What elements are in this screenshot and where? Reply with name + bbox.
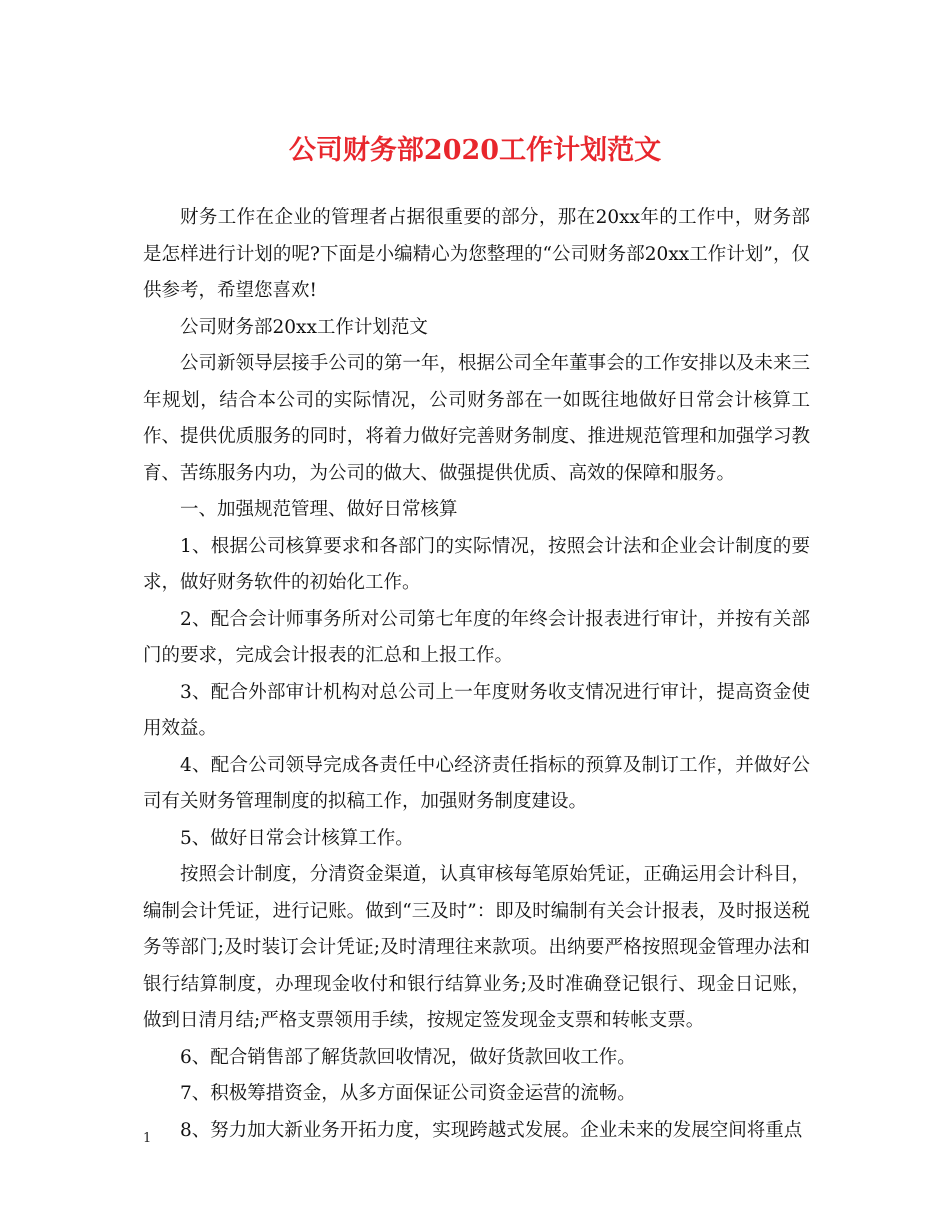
list-item-4: 4、配合公司领导完成各责任中心经济责任指标的预算及制订工作，并做好公司有关财务管理制度的拟稿工作，加强财务制度建设。 xyxy=(143,754,810,812)
paragraph-subtitle: 公司财务部20xx工作计划范文 xyxy=(180,316,428,338)
document-title: 公司财务部2020工作计划范文 xyxy=(288,135,662,166)
page-number: 1 xyxy=(143,1131,152,1146)
paragraph-accounting-details: 按照会计制度，分清资金渠道，认真审核每笔原始凭证，正确运用会计科目，编制会计凭证，进行记账。做到“三及时”：即及时编制有关会计报表，及时报送税务等部门;及时装订会计凭证;及时清理往来款项。出纳要严格按照现金管理办法和银行结算制度，办理现金收付和银行结算业务;及时准确登记银行、现金日记账，做到日清月结;严格支票领用手续，按规定签发现金支票和转帐支票。 xyxy=(143,864,810,1031)
list-item-3: 3、配合外部审计机构对总公司上一年度财务收支情况进行审计，提高资金使用效益。 xyxy=(143,681,810,739)
list-item-1: 1、根据公司核算要求和各部门的实际情况，按照会计法和企业会计制度的要求，做好财务软件的初始化工作。 xyxy=(143,535,810,593)
list-item-5: 5、做好日常会计核算工作。 xyxy=(180,827,414,849)
list-item-7: 7、积极筹措资金，从多方面保证公司资金运营的流畅。 xyxy=(180,1083,636,1104)
document-body xyxy=(143,200,810,1149)
paragraph-overview: 公司新领导层接手公司的第一年，根据公司全年董事会的工作安排以及未来三年规划，结合本公司的实际情况，公司财务部在一如既往地做好日常会计核算工作、提供优质服务的同时，将着力做好完善财务制度、推进规范管理和加强学习教育、苦练服务内功，为公司的做大、做强提供优质、高效的保障和服务。 xyxy=(143,353,810,484)
section-heading-1: 一、加强规范管理、做好日常核算 xyxy=(180,499,458,520)
list-item-6: 6、配合销售部了解货款回收情况，做好货款回收工作。 xyxy=(180,1046,636,1068)
list-item-2: 2、配合会计师事务所对公司第七年度的年终会计报表进行审计，并按有关部门的要求，完成会计报表的汇总和上报工作。 xyxy=(143,608,810,666)
paragraph-intro: 财务工作在企业的管理者占据很重要的部分，那在20xx年的工作中，财务部是怎样进行计划的呢?下面是小编精心为您整理的“公司财务部20xx工作计划”，仅供参考，希望您喜欢! xyxy=(143,207,810,301)
list-item-8: 8、努力加大新业务开拓力度，实现跨越式发展。企业未来的发展空间将重点 xyxy=(180,1119,803,1141)
